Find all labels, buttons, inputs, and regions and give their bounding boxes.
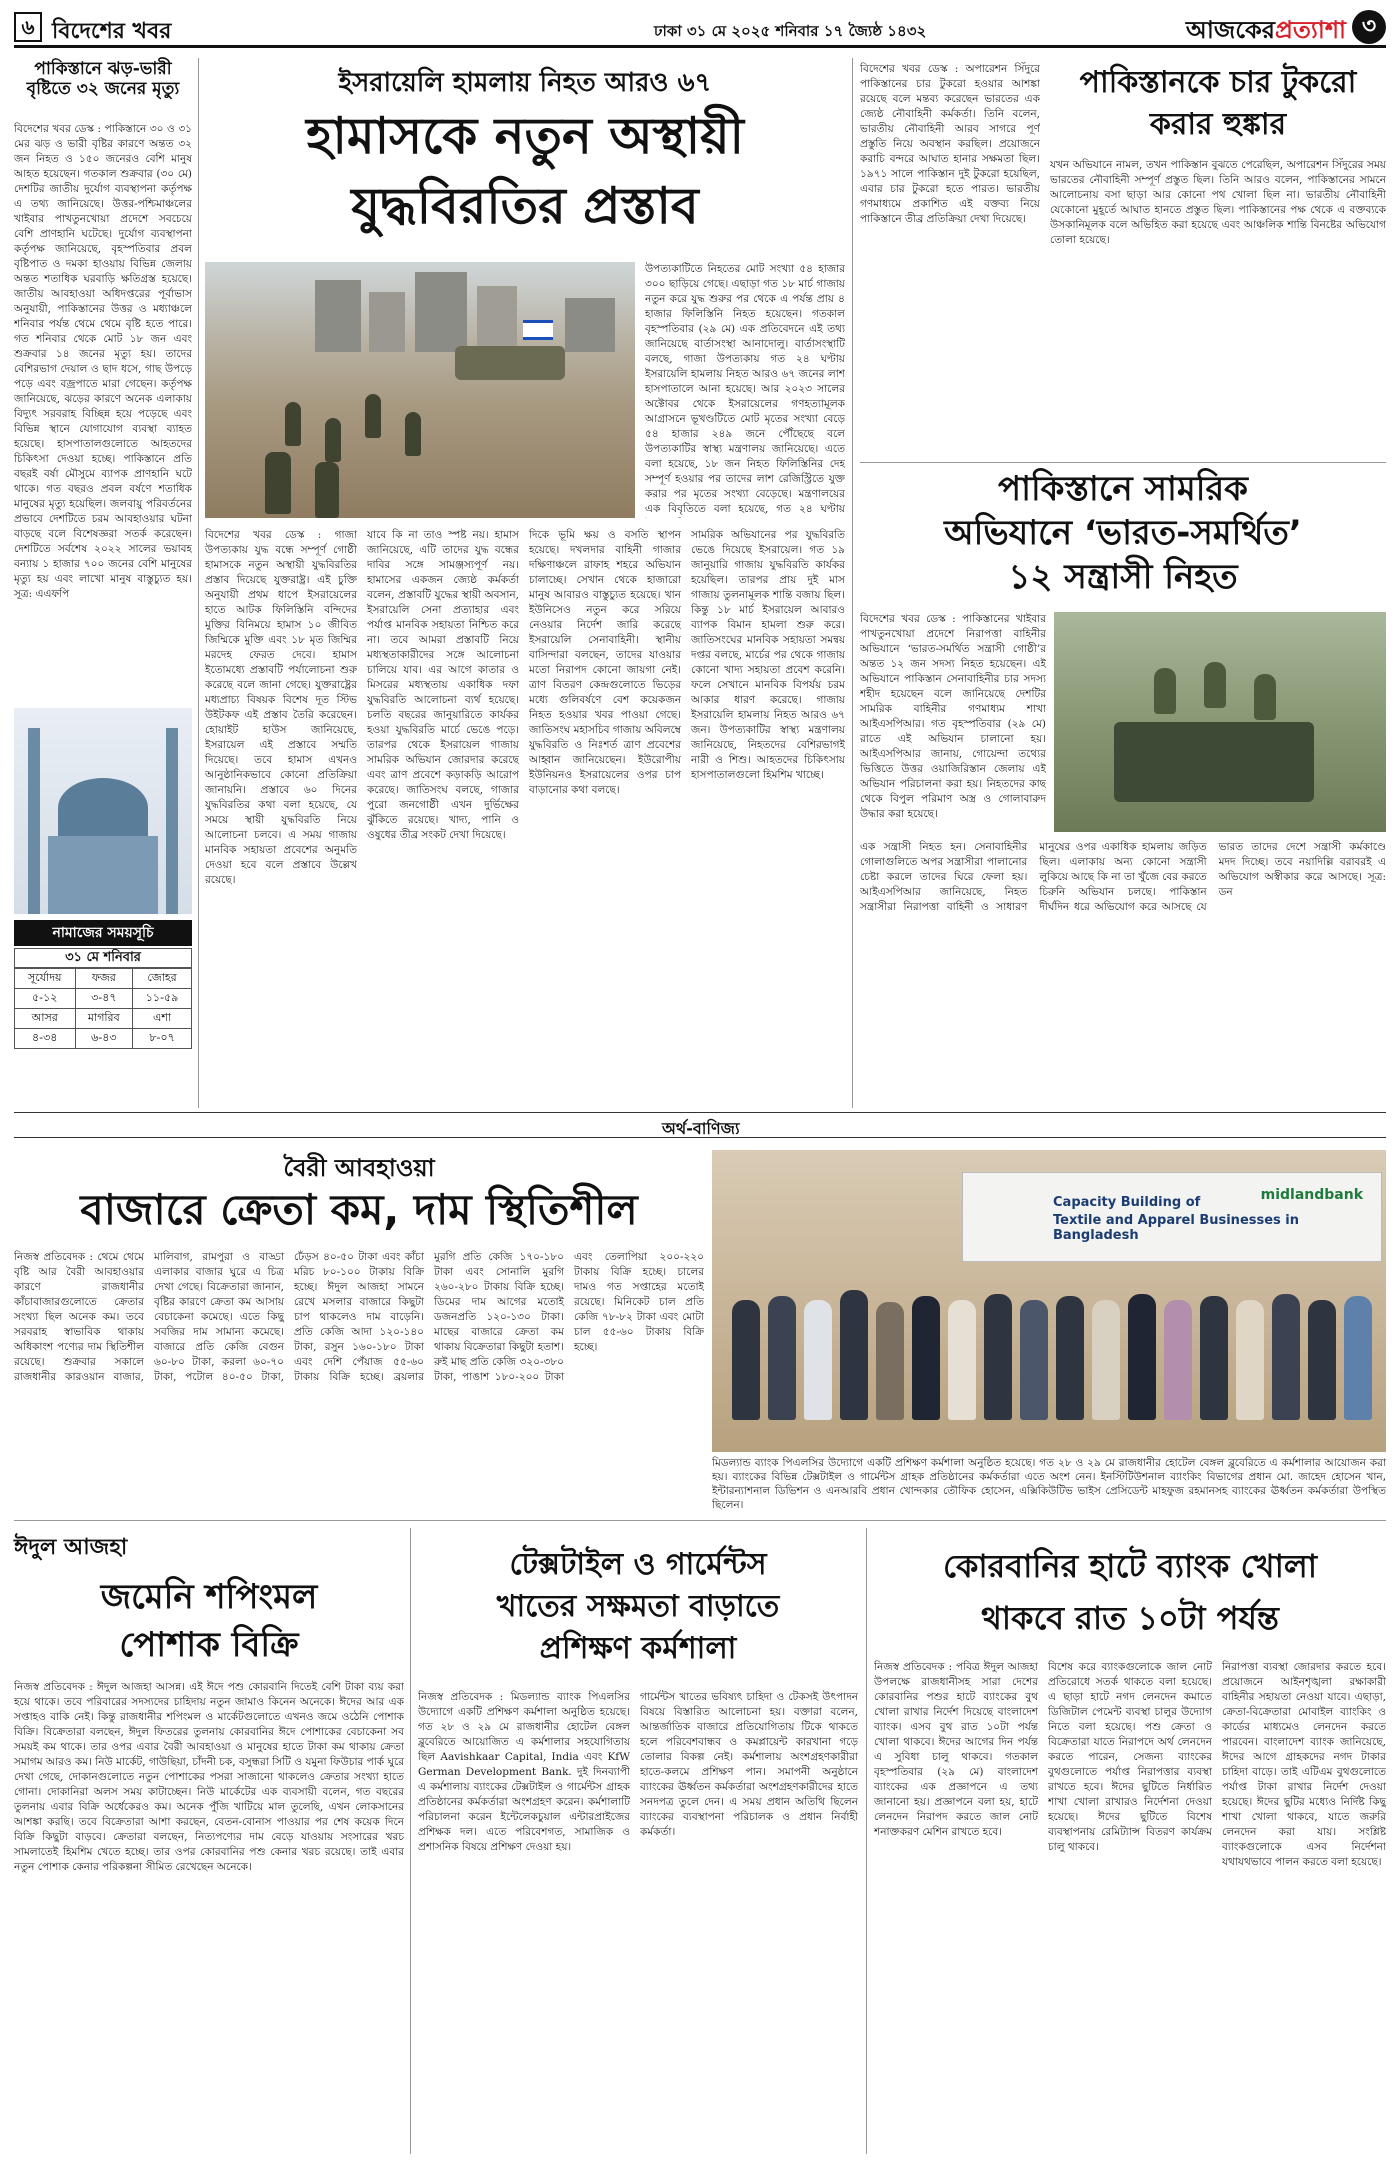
left-story-body: বিদেশের খবর ডেস্ক : পাকিস্তানে ৩০ ও ৩১ মের ঝড় ও ভারী বৃষ্টির কারণে অন্তত ৩২ জন নিহত ও ১৫০ জনেরও বেশি মানুষ আহত হয়েছেন। গতকাল শুক্রবার (৩০ মে) দেশটির জাতীয় দুর্যোগ ব্যবস্থাপনা কর্তৃপক্ষ এ তথ্য জানিয়েছে। উত্তর-পশ্চিমাঞ্চলের খাইবার পাখতুনখোয়া প্রদেশে সবচেয়ে বেশি প্রাণহানি ঘটেছে। দুর্যোগ ব্যবস্থাপনা কর্তৃপক্ষ জানিয়েছে, বৃহস্পতিবার প্রবল বৃষ্টিপাত ও দমকা হাওয়ায় বিভিন্ন জেলায় অন্তত শতাধিক ঘরবাড়ি ক্ষতিগ্রস্ত হয়েছে। জাতীয় আবহাওয়া অধিদপ্তরের পূর্বাভাস অনুযায়ী, পাকিস্তানের উত্তর ও মধ্যাঞ্চলে শনিবার পর্যন্ত থেমে থেমে বৃষ্টি হতে পারে। গত শনিবার থেকে মোট ১৮ জন এবং শুক্রবার ১৪ জনের মৃত্যু হয়। তাদের বেশিরভাগ দেয়াল ও ছাদ ধসে, গাছ উপড়ে পড়ে এবং বজ্রপাতে মারা গেছেন। কর্তৃপক্ষ জানিয়েছে, ঝড়ের কারণে অনেক এলাকায় বিদ্যুৎ সরবরাহ বিচ্ছিন্ন হয়ে পড়েছে এবং বিভিন্ন স্থানে যোগাযোগ ব্যবস্থা ব্যাহত হয়েছে। হাসপাতালগুলোতে আহতদের চিকিৎসা দেওয়া হচ্ছে। পাকিস্তানে প্রতি বছরই বর্ষা মৌসুমে ব্যাপক প্রাণহানি ঘটে থাকে। গত বছরও প্রবল বর্ষণে শতাধিক মানুষের মৃত্যু হয়েছিল। জলবায়ু পরিবর্তনের প্রভাবে দেশটিতে চরম আবহাওয়ার ঘটনা বাড়ছে বলে বিশেষজ্ঞরা সতর্ক করেছেন। দেশটিতে সর্বশেষ ২০২২ সালের ভয়াবহ বন্যায় ১ হাজার ৭০০ জনের বেশি মানুষের মৃত্যু হয় এবং লাখো মানুষ বাস্তুচ্যুত হয়। সূত্র: এএফপি [14,123,192,600]
brand-accent: প্রত্যাশা [1274,16,1346,44]
prayer-times-title: নামাজের সময়সূচি [14,920,192,946]
table-row [15,1029,192,1049]
gaza-body-col2: যাবে কি না তাও স্পষ্ট নয়। হামাস জানিয়েছে, এটি তাদের যুদ্ধ বন্ধের দাবির সঙ্গে সামঞ্জস্যপূর্ণ নয়। হামাসের একজন জ্যেষ্ঠ কর্মকর্তা বলেন, প্রস্তাবটি যুদ্ধের স্থায়ী অবসান, ইসরায়েলি সেনা প্রত্যাহার এবং পর্যাপ্ত মানবিক সহায়তা নিশ্চিত করে না। তবে আমরা প্রস্তাবটি নিয়ে মধ্যস্থতাকারীদের সঙ্গে আলোচনা চালিয়ে যাব। এর আগে কাতার ও মিসরের মধ্যস্থতায় একাধিক দফা যুদ্ধবিরতি আলোচনা ব্যর্থ হয়েছে। চলতি বছরের জানুয়ারিতে কার্যকর হওয়া যুদ্ধবিরতি মার্চে ভেঙে পড়ে। তারপর থেকে ইসরায়েল গাজায় সামরিক অভিযান জোরদার করেছে এবং ত্রাণ প্রবেশে কড়াকড়ি আরোপ করেছে। জাতিসংঘ বলছে, গাজার পুরো জনগোষ্ঠী এখন দুর্ভিক্ষের ঝুঁকিতে রয়েছে। খাদ্য, পানি ও ওষুধের তীব্র সংকট দেখা দিয়েছে। [367,529,519,841]
pakistan-mil-headline-line3: ১২ সন্ত্রাসী নিহত [1008,557,1238,597]
bank-body-col1: নিজস্ব প্রতিবেদক : পবিত্র ঈদুল আজহা উপলক্ষে রাজধানীসহ সারা দেশের কোরবানির পশুর হাটে ব্যাংকের বুথ খোলা রাখার নির্দেশ দিয়েছে বাংলাদেশ ব্যাংক। এসব বুথ রাত ১০টা পর্যন্ত খোলা থাকবে। ঈদের আগের দিন পর্যন্ত এ সুবিধা চালু থাকবে। গতকাল বৃহস্পতিবার (২৯ মে) বাংলাদেশ ব্যাংকের এক প্রজ্ঞাপনে এ তথ্য জানানো হয়। প্রজ্ঞাপনে বলা হয়, হাটে লেনদেন নিরাপদ করতে জাল নোট শনাক্তকরণ মেশিন রাখতে হবে। [874,1661,1038,1838]
banner-logo: midlandbank [1260,1187,1363,1203]
gaza-body-right: উপত্যকাটিতে নিহতের মোট সংখ্যা ৫৪ হাজার ৩০০ ছাড়িয়ে গেছে। এছাড়া গত ১৮ মার্চ গাজায় নতুন করে যুদ্ধ শুরুর পর থেকে এ পর্যন্ত প্রায় ৪ হাজার ফিলিস্তিনি নিহত হয়েছেন। গতকাল বৃহস্পতিবার (২৯ মে) এক প্রতিবেদনে এই তথ্য জানিয়েছে বার্তাসংস্থা আনাদোলু। বার্তাসংস্থাটি বলছে, গাজা উপত্যকায় গত ২৪ ঘণ্টায় ইসরায়েলি হামলায় নিহত আরও ৬৭ জনের লাশ হাসপাতালে আনা হয়েছে। আর ২০২৩ সালের অক্টোবর থেকে ইসরায়েলের গণহত্যামূলক আগ্রাসনে ভূখণ্ডটিতে মোট মৃতের সংখ্যা বেড়ে ৫৪ হাজার ২৪৯ জনে পৌঁছেছে বলে উপত্যকাটির স্বাস্থ্য মন্ত্রণালয় জানিয়েছে। এতে বলা হয়েছে, ১৮ জন নিহত ফিলিস্তিনির দেহ সম্পূর্ণ হওয়ার পর তাদের লাশ রেজিস্ট্রিতে যুক্ত করার পর মৃতের সংখ্যা বেড়েছে। মন্ত্রণালয়ের এক বিবৃতিতে বলা হয়েছে, গত ২৪ ঘণ্টায় [645,263,845,515]
section-band-label: অর্থ-বাণিজ্য [662,1119,740,1138]
brand-prefix: আজকের [1185,16,1275,44]
table-row [15,969,192,989]
bank-body-col3: নিরাপত্তা ব্যবস্থা জোরদার করতে হবে। প্রয়োজনে আইনশৃঙ্খলা রক্ষাকারী বাহিনীর সহায়তা নেওয়া যাবে। এছাড়া, ক্রেতা-বিক্রেতারা মোবাইল ব্যাংকিং ও কার্ডের মাধ্যমেও লেনদেন করতে পারবেন। বাংলাদেশ ব্যাংক জানিয়েছে, ঈদের আগে গ্রাহকদের নগদ টাকার চাহিদা বাড়ে। তাই এটিএম বুথগুলোতে পর্যাপ্ত টাকা রাখার নির্দেশ দেওয়া হয়েছে। ঈদের ছুটির মধ্যেও নির্দিষ্ট কিছু শাখা খোলা থাকবে, যাতে জরুরি লেনদেন করা যায়। সংশ্লিষ্ট ব্যাংকগুলোকে এসব নির্দেশনা যথাযথভাবে পালন করতে বলা হয়েছে। [1222,1661,1386,1868]
story-divider [14,1520,1386,1521]
table-cell: ১১-৫৯ [133,989,192,1009]
banner-line2: Textile and Apparel Businesses in Bangladesh [1053,1213,1300,1243]
table-cell: মাগরিব [75,1009,133,1029]
textile-headline-line1: টেক্সটাইল ও গার্মেন্টস [509,1547,767,1582]
table-cell: ৫-১২ [15,989,76,1009]
bank-headline-line2: থাকবে রাত ১০টা পর্যন্ত [981,1599,1279,1637]
eid-headline-line1: জমেনি শপিংমল [100,1577,318,1617]
table-cell: আসর [15,1009,76,1029]
column-rule [866,1528,867,2154]
table-row [15,989,192,1009]
dateline: ঢাকা ৩১ মে ২০২৫ শনিবার ১৭ জ্যৈষ্ঠ ১৪৩২ [654,22,927,40]
table-cell: ৮-০৭ [133,1029,192,1049]
gaza-body-col3: দিকে ভূমি ক্ষয় ও বসতি স্থাপন হয়েছে। দখলদার বাহিনী গাজার দক্ষিণাঞ্চলে রাফাহ শহরে অভিযান চালাচ্ছে। সেখান থেকে হাজারো মানুষ আবারও বাস্তুচ্যুত হয়েছে। খান ইউনিসেও নতুন করে সরিয়ে নেওয়ার নির্দেশ জারি করেছে ইসরায়েলি সেনাবাহিনী। স্থানীয় বাসিন্দারা বলছেন, তাদের যাওয়ার মতো নিরাপদ কোনো জায়গা নেই। ত্রাণ বিতরণ কেন্দ্রগুলোতে ভিড়ের মধ্যে গুলিবর্ষণে বেশ কয়েকজন নিহত হওয়ার খবর পাওয়া গেছে। জাতিসংঘ মহাসচিব গাজায় অবিলম্বে যুদ্ধবিরতি ও নিঃশর্ত ত্রাণ প্রবেশের আহ্বান জানিয়েছেন। ইউরোপীয় ইউনিয়নও ইসরায়েলের ওপর চাপ বাড়ানোর কথা বলছে। [529,529,681,796]
section-title: বিদেশের খবর [52,19,172,44]
eid-kicker: ঈদুল আজহা [14,1535,128,1560]
market-body: নিজস্ব প্রতিবেদক : থেমে থেমে বৃষ্টি আর বৈরী আবহাওয়ার কারণে রাজধানীর কাঁচাবাজারগুলোতে ক্রেতার সংখ্যা ছিল অনেক কম। তবে সরবরাহ স্বাভাবিক থাকায় অধিকাংশ পণ্যের দাম স্থিতিশীল রয়েছে। শুক্রবার সকালে রাজধানীর কারওয়ান বাজার, মালিবাগ, রামপুরা ও বাড্ডা এলাকার বাজার ঘুরে এ চিত্র দেখা গেছে। বিক্রেতারা জানান, বৃষ্টির কারণে ক্রেতা কম আসায় বেচাকেনা কমেছে। এতে কিছু সবজির দাম সামান্য কমেছে। বাজারে প্রতি কেজি বেগুন ৬০-৮০ টাকা, করলা ৬০-৭০ টাকা, পটোল ৪০-৫০ টাকা, ঢেঁড়স ৪০-৫০ টাকা এবং কাঁচা মরিচ ৮০-১০০ টাকায় বিক্রি হচ্ছে। ঈদুল আজহা সামনে রেখে মসলার বাজারে কিছুটা চাপ থাকলেও দাম বাড়েনি। প্রতি কেজি আদা ১২০-১৪০ টাকা, রসুন ১৬০-১৮০ টাকা এবং দেশি পেঁয়াজ ৫৫-৬০ টাকায় বিক্রি হচ্ছে। ব্রয়লার মুরগি প্রতি কেজি ১৭০-১৮০ টাকা এবং সোনালি মুরগি ২৬০-২৮০ টাকায় বিক্রি হচ্ছে। ডিমের দাম আগের মতোই ডজনপ্রতি ১২০-১৩০ টাকা। মাছের বাজারে ক্রেতা কম থাকায় বিক্রেতারা কিছুটা হতাশ। রুই মাছ প্রতি কেজি ৩২০-৩৮০ টাকা, পাঙাশ ১৮০-২০০ টাকা এবং তেলাপিয়া ২০০-২২০ টাকায় বিক্রি হচ্ছে। চালের দামও গত সপ্তাহের মতোই রয়েছে। মিনিকেট চাল প্রতি কেজি ৭৮-৮২ টাকা এবং মোটা চাল ৫৫-৬০ টাকায় বিক্রি হচ্ছে। [14,1251,704,1383]
pakistan-mil-headline-line2: অভিযানে ‘ভারত-সমর্থিত’ [944,513,1302,553]
workshop-banner [962,1172,1382,1262]
table-cell: জোহর [133,969,192,989]
gaza-headline-line1: হামাসকে নতুন অস্থায়ী [306,107,744,165]
gaza-body-col4: সামরিক অভিযানের পর যুদ্ধবিরতি ভেঙে দিয়েছে ইসরায়েল। গত ১৯ জানুয়ারি গাজায় যুদ্ধবিরতি কার্যকর হয়েছিল। তারপর প্রায় দুই মাস গাজায় তুলনামূলক শান্তি বজায় ছিল। কিন্তু ১৮ মার্চ ইসরায়েল আবারও ব্যাপক বিমান হামলা শুরু করে। জাতিসংঘের মানবিক সহায়তা সমন্বয় দপ্তর বলছে, মার্চের পর থেকে গাজায় কোনো খাদ্য সহায়তা প্রবেশ করেনি। ফলে সেখানে মানবিক বিপর্যয় চরম আকার ধারণ করেছে। গাজায় ইসরায়েলি হামলায় নিহত আরও ৬৭ জন। উপত্যকাটির স্বাস্থ্য মন্ত্রণালয় জানিয়েছে, নিহতদের বেশিরভাগই নারী ও শিশু। আহতদের চিকিৎসায় হাসপাতালগুলো হিমশিম খাচ্ছে। [691,529,845,781]
eid-headline-line2: পোশাক বিক্রি [119,1625,299,1665]
page-number-left: ৬ [14,12,42,42]
table-cell: ৪-৩৪ [15,1029,76,1049]
pakistan-top-body-left: বিদেশের খবর ডেস্ক : অপারেশন সিঁদুরে পাকিস্তানের চার টুকরো হওয়ার আশঙ্কা রয়েছে বলে মন্তব্য করেছেন ভারতের এক জ্যেষ্ঠ নৌবাহিনী কর্মকর্তা। তিনি বলেন, ভারতীয় নৌবাহিনী আরব সাগরে পূর্ণ প্রস্তুতি নিয়ে অবস্থান করছিল। প্রয়োজনে করাচি বন্দরে আঘাত হানার সক্ষমতা ছিল। ১৯৭১ সালে পাকিস্তান দুই টুকরো হয়েছিল, এবার চার টুকরো হতে পারত। ভারতীয় গণমাধ্যমে প্রকাশিত এই বক্তব্য নিয়ে পাকিস্তানে তীব্র প্রতিক্রিয়া দেখা দিয়েছে। [860,63,1040,225]
pakistan-soldiers-photo [1054,612,1386,832]
pakistan-mil-body-bottom: এক সন্ত্রাসী নিহত হন। সেনাবাহিনীর গোলাগুলিতে অপর সন্ত্রাসীরা পালানোর চেষ্টা করলে তাদের ঘিরে ফেলা হয়। আইএসপিআর জানিয়েছে, নিহত সন্ত্রাসীরা নিরাপত্তা বাহিনী ও সাধারণ মানুষের ওপর একাধিক হামলায় জড়িত ছিল। এলাকায় অন্য কোনো সন্ত্রাসী লুকিয়ে আছে কি না তা খুঁজে বের করতে চিরুনি অভিযান চলছে। পাকিস্তান দীর্ঘদিন ধরে অভিযোগ করে আসছে যে ভারত তাদের দেশে সন্ত্রাসী কর্মকাণ্ডে মদদ দিচ্ছে। তবে নয়াদিল্লি বরাবরই এ অভিযোগ অস্বীকার করে আসছে। সূত্র: ডন [860,841,1386,913]
page-header [14,10,1386,48]
pakistan-top-body-right: যখন অভিযানে নামল, তখন পাকিস্তান বুঝতে পেরেছিল, অপারেশন সিঁদুরের সময় ভারতের নৌবাহিনী সম্পূর্ণ প্রস্তুত ছিল। তিনি আরও বলেন, পাকিস্তানের সামনে আলোচনায় বসা ছাড়া আর কোনো পথ খোলা ছিল না। ভারতীয় নৌবাহিনী যেকোনো মুহূর্তে আঘাত হানতে প্রস্তুত ছিল। পাকিস্তানের পক্ষ থেকে এ বক্তব্যকে উসকানিমূলক বলে অভিহিত করা হয়েছে এবং আঞ্চলিক শান্তি বিনষ্টের অভিযোগ তোলা হয়েছে। [1050,159,1386,246]
banner-line1: Capacity Building of [1053,1195,1201,1210]
page-number-right: ৩ [1352,10,1386,44]
table-row [15,1009,192,1029]
pakistan-mil-headline-line1: পাকিস্তানে সামরিক [998,469,1248,509]
column-rule [198,58,199,1108]
workshop-caption: মিডল্যান্ড ব্যাংক পিএলসির উদ্যোগে একটি প্রশিক্ষণ কর্মশালা অনুষ্ঠিত হয়েছে। গত ২৮ ও ২৯ মে রাজধানীর হোটেল বেঙ্গল ব্লুবেরিতে এ কর্মশালার আয়োজন করা হয়। ব্যাংকের বিভিন্ন টেক্সটাইল ও গার্মেন্টস গ্রাহক প্রতিষ্ঠানের কর্মকর্তারা এতে অংশ নেন। ইনস্টিটিউশনাল ব্যাংকিং বিভাগের প্রধান মো. জাহেদ হোসেন খান, ইন্টারন্যাশনাল ডিভিশন ও এনআরবি প্রধান খোন্দকার তৌফিক হোসেন, এক্সিকিউটিভ ভাইস প্রেসিডেন্ট মাহফুজ রহমানসহ ব্যাংকের ঊর্ধ্বতন কর্মকর্তারা উপস্থিত ছিলেন। [712,1457,1386,1511]
prayer-times-date: ৩১ মে শনিবার [14,948,192,968]
table-cell: ৩-৪৭ [75,989,133,1009]
table-cell: এশা [133,1009,192,1029]
market-kicker: বৈরী আবহাওয়া [283,1154,435,1182]
gaza-headline-line2: যুদ্ধবিরতির প্রস্তাব [351,177,699,235]
eid-body: নিজস্ব প্রতিবেদক : ঈদুল আজহা আসন্ন। এই ঈদে পশু কোরবানি দিতেই বেশি টাকা ব্যয় করা হয়ে থাকে। তবে পরিবারের সদস্যদের চাহিদায় নতুন জামাও কিনেন অনেকে। ঈদের আর এক সপ্তাহও বাকি নেই। কিন্তু রাজধানীর শপিংমল ও মার্কেটগুলোতে এখনও জমে ওঠেনি পোশাক বিক্রি। বিক্রেতারা বলছেন, ঈদুল ফিতরের তুলনায় কোরবানির ঈদে পোশাকের বেচাকেনা সব সময়ই কম থাকে। তার ওপর এবার বৈরী আবহাওয়া ও মানুষের হাতে টাকা কম থাকায় ক্রেতা সমাগম আরও কম। নিউ মার্কেট, গাউছিয়া, চাঁদনী চক, বসুন্ধরা সিটি ও যমুনা ফিউচার পার্ক ঘুরে দেখা গেছে, দোকানগুলোতে নতুন পোশাকের পসরা সাজানো থাকলেও ক্রেতার সংখ্যা হাতে গোনা। দোকানিরা অলস সময় কাটাচ্ছেন। নিউ মার্কেটের এক ব্যবসায়ী বলেন, গত বছরের তুলনায় এবার বিক্রি অর্ধেকেরও কম। অনেক পুঁজি খাটিয়ে মাল তুলেছি, এখন লোকসানের আশঙ্কা করছি। তবে বিক্রেতারা আশা করছেন, বেতন-বোনাস পাওয়ার পর শেষ কয়েক দিনে বিক্রি কিছুটা বাড়বে। ক্রেতারা বলছেন, নিত্যপণ্যের দাম বেড়ে যাওয়ায় সংসারের খরচ সামলাতেই হিমশিম খেতে হচ্ছে। তার ওপর কোরবানির পশু কেনার খরচ রয়েছে। তাই এবার নতুন পোশাক কেনার পরিকল্পনা সীমিত রেখেছেন অনেকে। [14,1681,404,1873]
textile-headline-line2: খাতের সক্ষমতা বাড়াতে [496,1589,780,1624]
table-cell: সূর্যোদয় [15,969,76,989]
mosque-photo [14,708,192,914]
column-rule [852,58,853,1108]
bank-body-col2: বিশেষ করে ব্যাংকগুলোকে জাল নোট প্রতিরোধে সতর্ক থাকতে বলা হয়েছে। এ ছাড়া হাটে নগদ লেনদেন কমাতে ডিজিটাল পেমেন্ট ব্যবস্থা চালুর উদ্যোগ নিতে বলা হয়েছে। পশু ক্রেতা ও বিক্রেতারা যাতে নিরাপদে অর্থ লেনদেন করতে পারেন, সেজন্য ব্যাংকের বুথগুলোতে পর্যাপ্ত নিরাপত্তার ব্যবস্থা রাখতে হবে। ঈদের ছুটিতে নির্ধারিত শাখা খোলা রাখারও নির্দেশনা দেওয়া হয়েছে। ঈদের ছুটিতে বিশেষ ব্যবস্থাপনায় রেমিট্যান্স বিতরণ কার্যক্রম চালু থাকবে। [1048,1661,1212,1853]
gaza-photo [205,262,635,518]
prayer-times-table [14,968,192,1049]
table-cell: ফজর [75,969,133,989]
bank-headline-line1: কোরবানির হাটে ব্যাংক খোলা [943,1547,1317,1585]
textile-body-col2: গার্মেন্টস খাতের ভবিষ্যৎ চাহিদা ও টেকসই উৎপাদন বিষয়ে বিস্তারিত আলোচনা হয়। বক্তারা বলেন, আন্তর্জাতিক বাজারে প্রতিযোগিতায় টিকে থাকতে হলে পরিবেশবান্ধব ও কমপ্লায়েন্ট কারখানা গড়ে তোলার বিকল্প নেই। কর্মশালায় অংশগ্রহণকারীরা হাতে-কলমে প্রশিক্ষণ পান। সমাপনী অনুষ্ঠানে ব্যাংকের ঊর্ধ্বতন কর্মকর্তারা অংশগ্রহণকারীদের হাতে সনদপত্র তুলে দেন। এ সময় প্রধান অতিথি ছিলেন ব্যাংকের ব্যবস্থাপনা পরিচালক ও প্রধান নির্বাহী কর্মকর্তা। [640,1691,858,1838]
story-divider [860,462,1386,463]
gaza-body-col1: বিদেশের খবর ডেস্ক : গাজা উপত্যকায় যুদ্ধ বন্ধে সম্পূর্ণ গোষ্ঠী হামাসকে নতুন অস্থায়ী যুদ্ধবিরতির প্রস্তাব দিয়েছে যুক্তরাষ্ট্র। এই চুক্তি অনুযায়ী প্রথম ধাপে ইসরায়েলের হাতে আটক ফিলিস্তিনি বন্দিদের মুক্তির বিনিময়ে হামাস ১০ জীবিত জিম্মিকে মুক্তি এবং ১৮ মৃত জিম্মির মরদেহ ফেরত দেবে। হামাস ইতোমধ্যে প্রস্তাবটি পর্যালোচনা শুরু করেছে বলে জানা গেছে। যুক্তরাষ্ট্রের মধ্যপ্রাচ্য বিষয়ক বিশেষ দূত স্টিভ উইটকফ এই প্রস্তাব তৈরি করেছেন। হোয়াইট হাউস জানিয়েছে, ইসরায়েল এই প্রস্তাবে সম্মতি দিয়েছে। তবে হামাস এখনও আনুষ্ঠানিকভাবে কোনো প্রতিক্রিয়া জানায়নি। প্রস্তাবে ৬০ দিনের যুদ্ধবিরতির কথা বলা হয়েছে, যে সময়ে স্থায়ী যুদ্ধবিরতি নিয়ে আলোচনা চলবে। এ সময় গাজায় মানবিক সহায়তা প্রবেশের অনুমতি দেওয়া হবে বলে প্রস্তাবে উল্লেখ রয়েছে। [205,529,357,886]
market-headline: বাজারে ক্রেতা কম, দাম স্থিতিশীল [80,1185,638,1234]
textile-headline-line3: প্রশিক্ষণ কর্মশালা [539,1631,737,1666]
workshop-photo [712,1150,1386,1452]
column-rule [410,1528,411,2154]
table-cell: ৬-৪৩ [75,1029,133,1049]
pakistan-top-headline-line2: করার হুঙ্কার [1149,107,1287,142]
gaza-kicker: ইসরায়েলি হামলায় নিহত আরও ৬৭ [338,68,712,98]
textile-body-col1: নিজস্ব প্রতিবেদক : মিডল্যান্ড ব্যাংক পিএলসির উদ্যোগে একটি প্রশিক্ষণ কর্মশালা অনুষ্ঠিত হয়েছে। গত ২৮ ও ২৯ মে রাজধানীর হোটেল বেঙ্গল ব্লুবেরিতে আয়োজিত এ কর্মশালার সহযোগিতায় ছিল Aavishkaar Capital, India এবং KfW German Development Bank. দুই দিনব্যাপী এ কর্মশালায় ব্যাংকের টেক্সটাইল ও গার্মেন্টস গ্রাহক প্রতিষ্ঠানের কর্মকর্তারা অংশগ্রহণ করেন। কর্মশালাটি পরিচালনা করেন ইন্টেলেকচুয়াল এন্টারপ্রাইজের প্রশিক্ষক দল। এতে পরিবেশগত, সামাজিক ও প্রশাসনিক বিষয়ে প্রশিক্ষণ দেওয়া হয়। [418,1691,630,1853]
pakistan-top-headline-line1: পাকিস্তানকে চার টুকরো [1079,65,1357,100]
section-band [14,1112,1386,1138]
pakistan-mil-body-top: বিদেশের খবর ডেস্ক : পাকিস্তানের খাইবার পাখতুনখোয়া প্রদেশে নিরাপত্তা বাহিনীর অভিযানে ‘ভারত-সমর্থিত সন্ত্রাসী গোষ্ঠী’র অন্তত ১২ জন সদস্য নিহত হয়েছেন। এই অভিযানে পাকিস্তান সেনাবাহিনীর চার সদস্য শহীদ হয়েছেন বলে জানিয়েছে দেশটির সামরিক বাহিনীর গণমাধ্যম শাখা আইএসপিআর। গত বৃহস্পতিবার (২৯ মে) রাতে এই অভিযান চালানো হয়। আইএসপিআর জানায়, গোয়েন্দা তথ্যের ভিত্তিতে উত্তর ওয়াজিরিস্তান জেলায় এই অভিযান পরিচালনা করা হয়। নিহতদের কাছ থেকে বিপুল পরিমাণ অস্ত্র ও গোলাবারুদ উদ্ধার করা হয়েছে। [860,613,1046,820]
newspaper-logo [1186,12,1346,52]
left-story-headline: পাকিস্তানে ঝড়-ভারী বৃষ্টিতে ৩২ জনের মৃত্যু [26,59,180,99]
